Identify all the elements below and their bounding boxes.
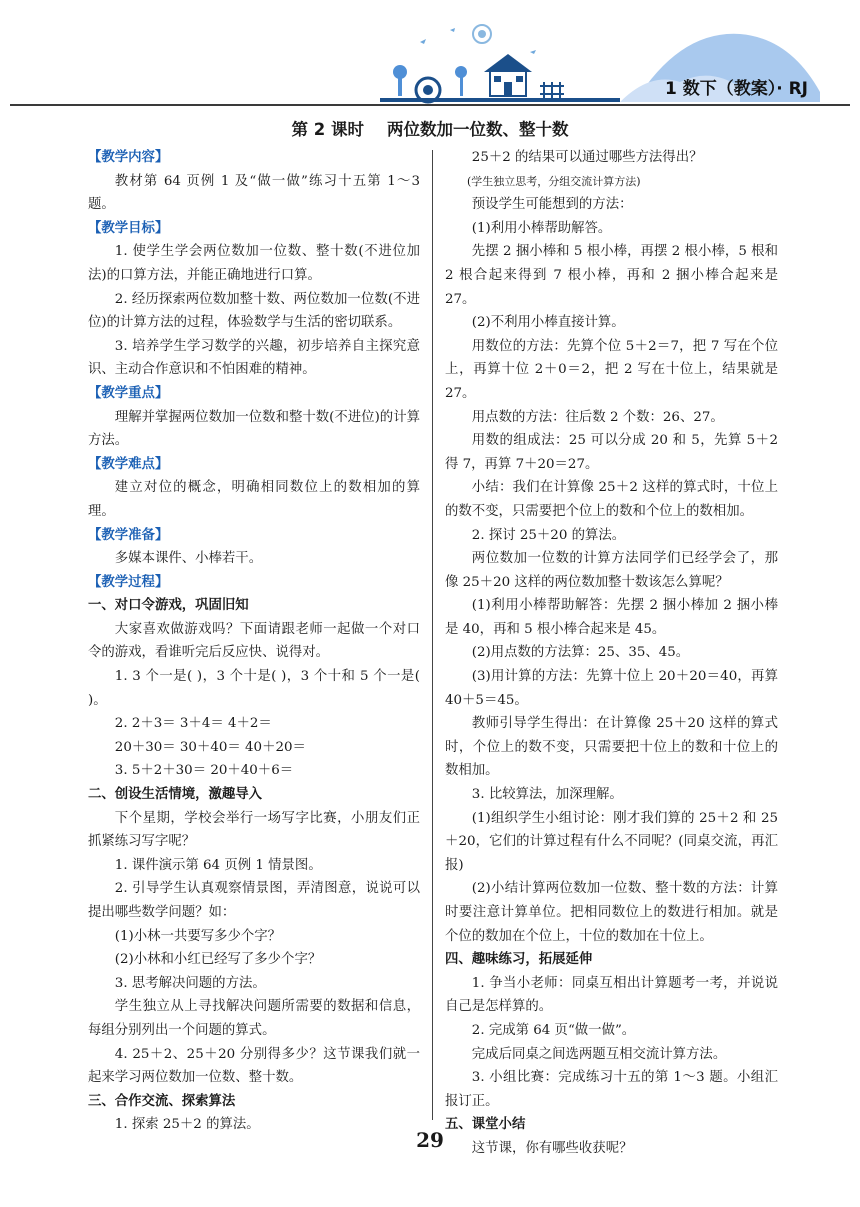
right-column (445, 146, 778, 1161)
paragraph: 1. 3 个一是( )，3 个十是( )，3 个十和 5 个一是( )。 (88, 669, 420, 708)
paragraph: 多媒本课件、小棒若干。 (114, 551, 263, 567)
paragraph: 3. 培养学生学习数学的兴趣，初步培养自主探究意识、主动合作意识和不怕困难的精神。 (88, 338, 420, 378)
paragraph: 3. 思考解决问题的方法。 (114, 975, 266, 991)
paragraph: 2. 完成第 64 页“做一做”。 (471, 1022, 636, 1038)
paragraph: 1. 探索 25＋2 的算法。 (114, 1117, 260, 1133)
paragraph: 1. 争当小老师：同桌互相出计算题考一考，并说说自己是怎样算的。 (445, 975, 778, 1015)
paragraph: (2)不利用小棒直接计算。 (471, 315, 625, 331)
paragraph: 25＋2 的结果可以通过哪些方法得出？ (471, 150, 703, 165)
section-heading: 二、创设生活情境，激趣导入 (88, 787, 263, 803)
paragraph: 1. 使学生学会两位数加一位数、整十数(不进位加法)的口算方法，并能正确地进行口算。 (88, 244, 420, 283)
paragraph: 用数位的方法：先算个位 5＋2＝7，把 7 写在个位上，再算十位 2＋0＝2，把 2 写在十位上，结果就是 27。 (445, 338, 778, 401)
section-tag: 【教学目标】 (88, 220, 169, 236)
paragraph: 2. 引导学生认真观察情景图，弄清图意，说说可以提出哪些数学问题？如： (88, 881, 420, 920)
paragraph: 1. 课件演示第 64 页例 1 情景图。 (114, 857, 322, 873)
header-rule (10, 104, 850, 106)
paragraph: 完成后同桌之间选两题互相交流计算方法。 (471, 1046, 727, 1062)
section-tag: 【教学准备】 (88, 527, 169, 543)
book-header-title: 1 数下（教案）· RJ (664, 79, 808, 99)
paragraph: (1)组织学生小组讨论：刚才我们算的 25＋2 和 25＋20，它们的计算过程有什么不同呢？(同桌交流，再汇报) (445, 810, 778, 873)
paragraph: 用点数的方法：往后数 2 个数：26、27。 (471, 409, 724, 425)
paragraph: 两位数加一位数的计算方法同学们已经学会了，那像 25＋20 这样的两位数加整十数该怎么算呢？ (445, 551, 778, 590)
paragraph: 这节课，你有哪些收获呢？ (471, 1140, 633, 1156)
paragraph: 理解并掌握两位数加一位数和整十数(不进位)的计算方法。 (88, 409, 420, 449)
paragraph: (3)用计算的方法：先算十位上 20＋20＝40，再算 40＋5＝45。 (445, 669, 778, 708)
paragraph: 3. 5＋2＋30＝ 20＋40＋6＝ (114, 763, 294, 779)
paragraph: 2. 探讨 25＋20 的算法。 (471, 527, 626, 543)
paragraph: 用数的组成法：25 可以分成 20 和 5，先算 5＋2 得 7，再算 7＋20＝27。 (445, 433, 778, 472)
paragraph: 小结：我们在计算像 25＋2 这样的算式时，十位上的数不变，只需要把个位上的数和个位上的数相加。 (445, 480, 778, 519)
section-heading: 三、合作交流、探索算法 (88, 1093, 236, 1109)
paragraph: (1)小林一共要写多少个字？ (114, 928, 282, 944)
section-heading: 一、对口令游戏，巩固旧知 (88, 598, 249, 614)
paragraph: 先摆 2 捆小棒和 5 根小棒，再摆 2 根小棒，5 根和 2 根合起来得到 7 根小棒，再和 2 捆小棒合起来是 27。 (445, 244, 778, 307)
paragraph: 学生独立从上寻找解决问题所需要的数据和信息，每组分别列出一个问题的算式。 (88, 999, 420, 1038)
left-column (88, 146, 420, 1137)
column-divider (432, 150, 433, 1120)
paragraph: 3. 比较算法，加深理解。 (471, 787, 623, 803)
paragraph: (1)利用小棒帮助解答：先摆 2 捆小棒加 2 捆小棒是 40，再和 5 根小棒合起来是 45。 (445, 598, 778, 637)
paragraph: (2)用点数的方法算：25、35、45。 (471, 645, 690, 661)
paragraph: (2)小结计算两位数加一位数、整十数的方法：计算时要注意计算单位。把相同数位上的数进行相加。就是个位的数加在个位上，十位的数加在十位上。 (445, 881, 778, 944)
section-tag: 【教学内容】 (88, 150, 169, 165)
section-tag: 【教学重点】 (88, 385, 169, 401)
paragraph: 3. 小组比赛：完成练习十五的第 1～3 题。小组汇报订正。 (445, 1070, 778, 1109)
paragraph: 2. 经历探索两位数加整十数、两位数加一位数(不进位)的计算方法的过程，体验数学与生活的密切联系。 (88, 291, 420, 331)
paragraph: 2. 2＋3＝ 3＋4＝ 4＋2＝ (114, 716, 272, 732)
paragraph: (1)利用小棒帮助解答。 (471, 220, 612, 236)
paragraph: 下个星期，学校会举行一场写字比赛，小朋友们正抓紧练习写字呢？ (88, 810, 420, 850)
paragraph: (学生独立思考，分组交流计算方法) (467, 174, 641, 188)
page-number: 29 (416, 1128, 444, 1152)
paragraph: 20＋30＝ 30＋40＝ 40＋20＝ (114, 739, 306, 755)
paragraph: 预设学生可能想到的方法： (471, 197, 633, 213)
section-tag: 【教学难点】 (88, 456, 169, 472)
section-heading: 四、趣味练习，拓展延伸 (445, 952, 593, 968)
paragraph: (2)小林和小红已经写了多少个字？ (114, 952, 322, 968)
paragraph: 教材第 64 页例 1 及“做一做”练习十五第 1～3 题。 (88, 173, 420, 213)
paragraph: 教师引导学生得出：在计算像 25＋20 这样的算式时，个位上的数不变，只需要把十位上的数和十位上的数相加。 (445, 716, 778, 779)
lesson-title: 第 2 课时 两位数加一位数、整十数 (291, 120, 569, 139)
section-tag: 【教学过程】 (88, 574, 169, 590)
section-heading: 五、课堂小结 (445, 1117, 526, 1133)
paragraph: 建立对位的概念，明确相同数位上的数相加的算理。 (88, 480, 420, 519)
paragraph: 大家喜欢做游戏吗？下面请跟老师一起做一个对口令的游戏，看谁听完后反应快、说得对。 (88, 621, 420, 661)
paragraph: 4. 25＋2、25＋20 分别得多少？这节课我们就一起来学习两位数加一位数、整十数。 (88, 1046, 420, 1086)
